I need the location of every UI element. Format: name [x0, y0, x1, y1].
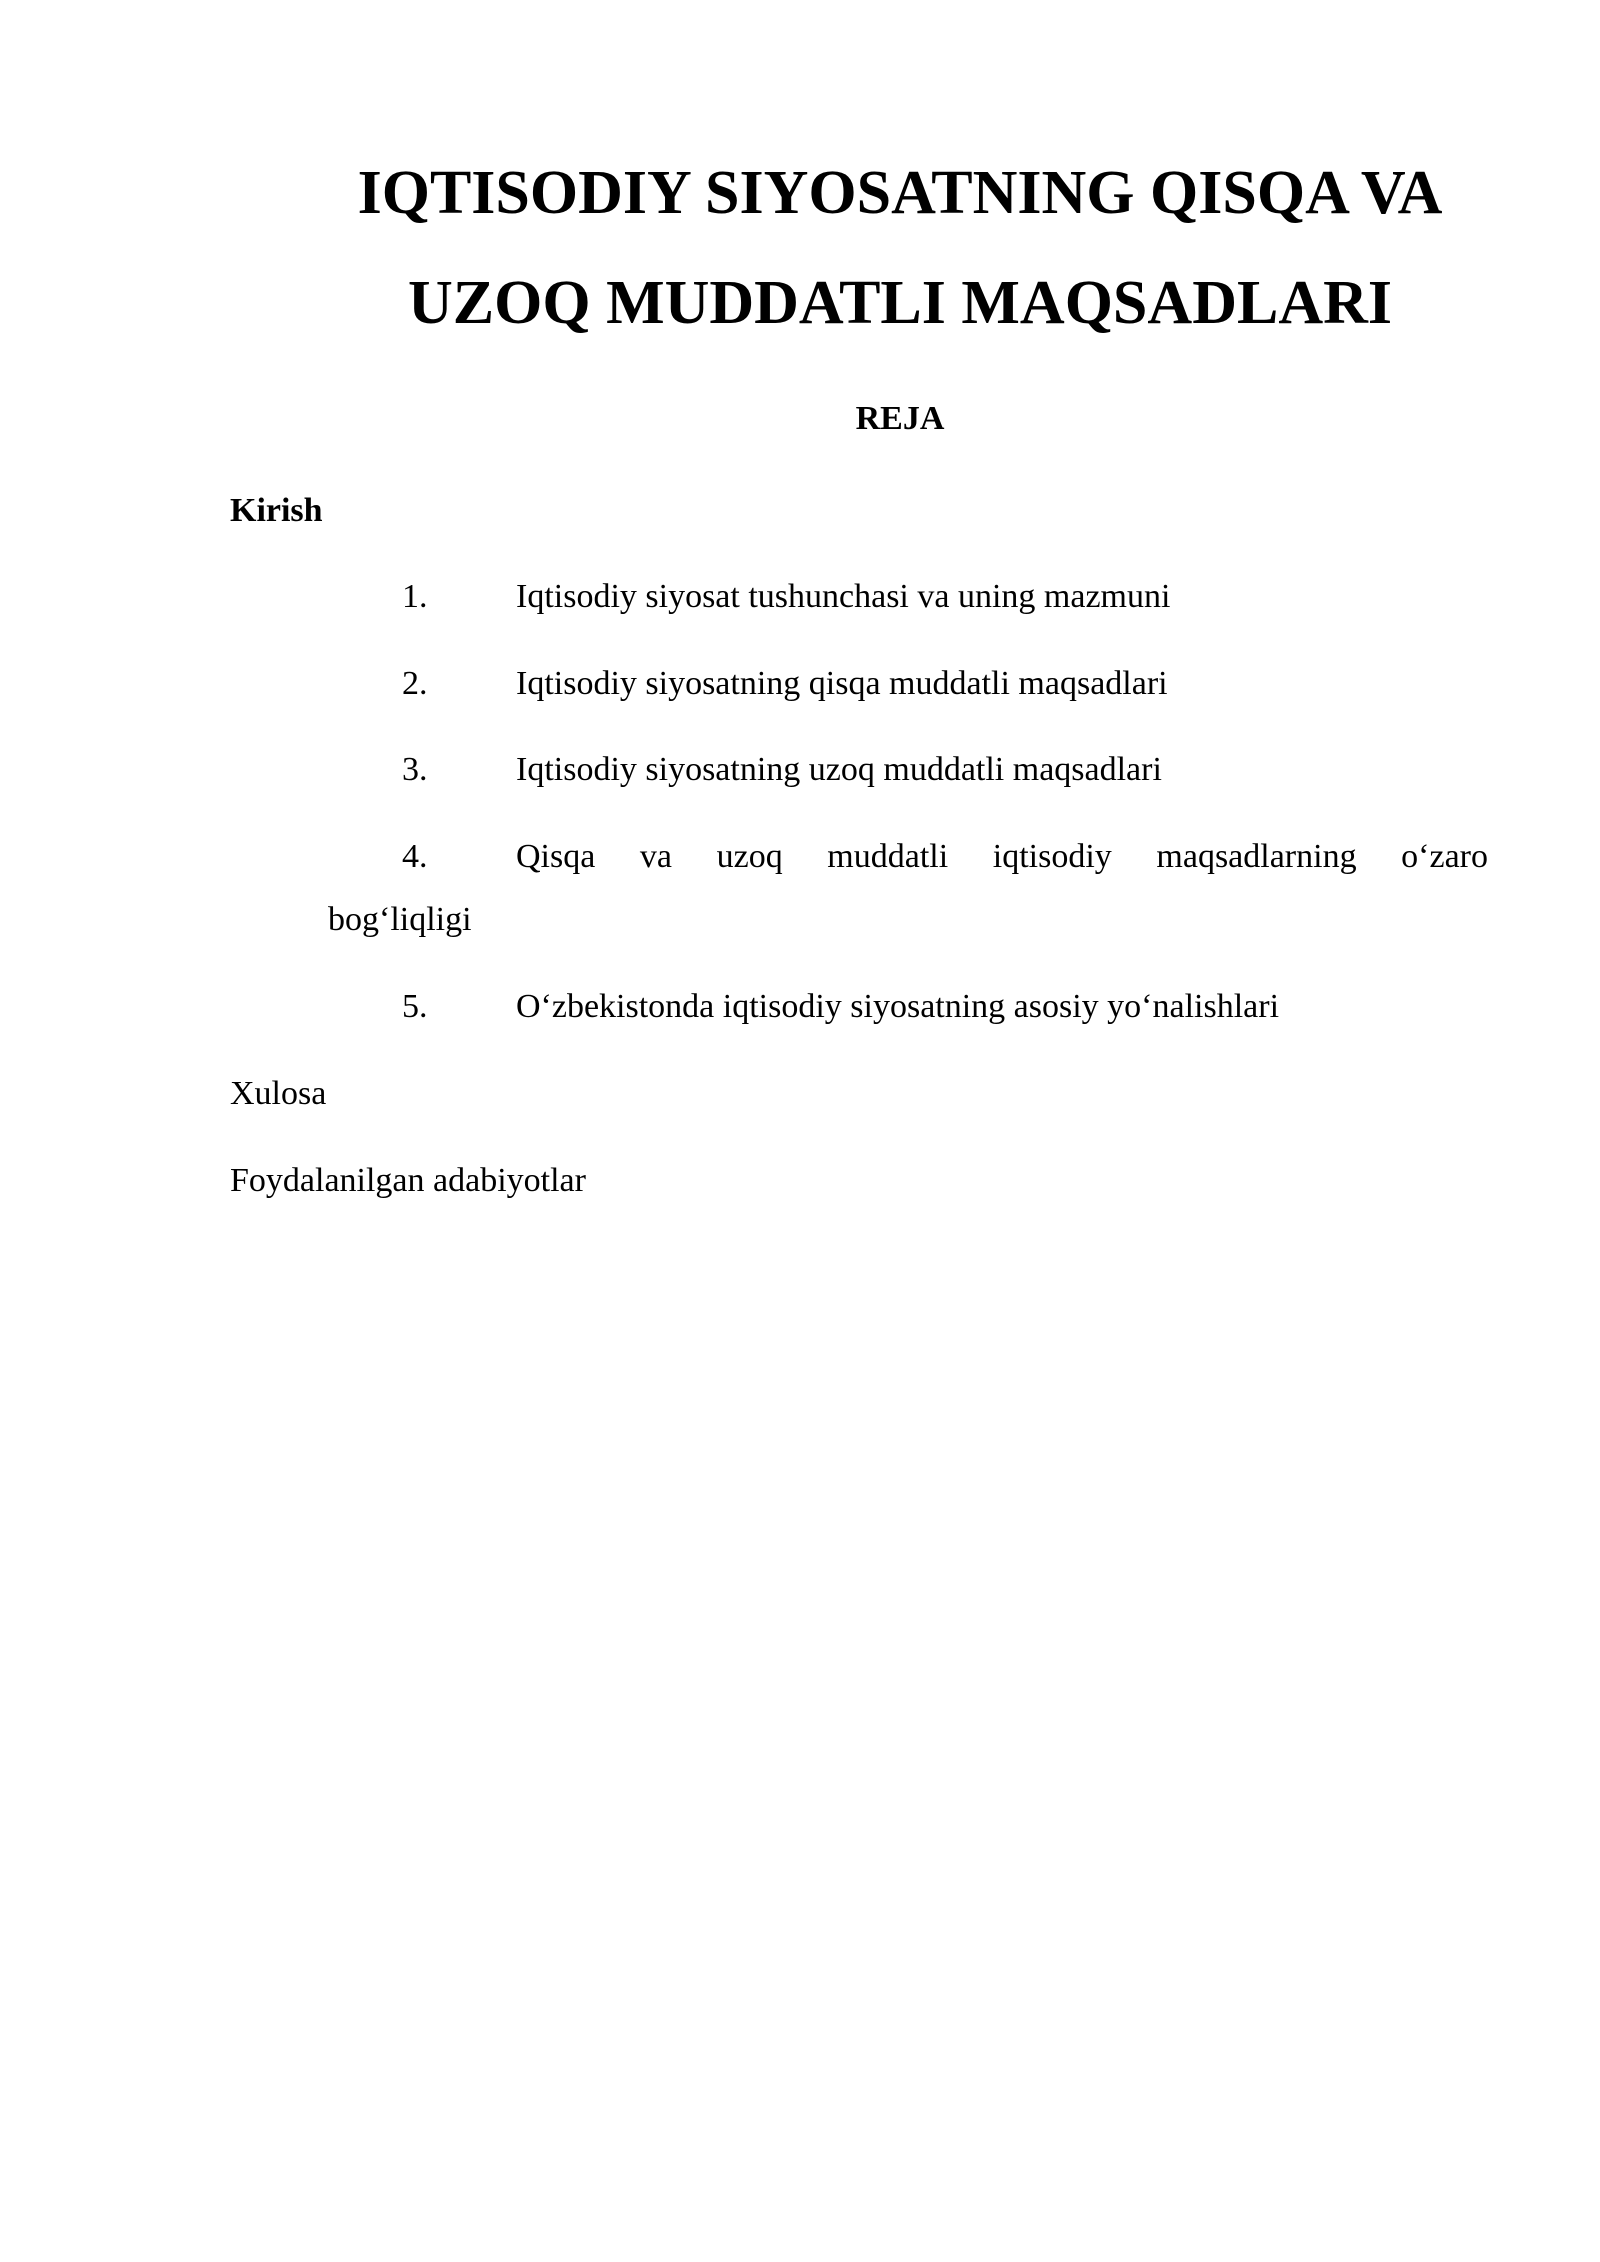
- list-item-number: 1.: [402, 578, 428, 615]
- plan-heading: REJA: [855, 400, 945, 437]
- list-item-continuation: bog‘liqligi: [328, 901, 472, 938]
- conclusion-heading: Xulosa: [230, 1075, 327, 1112]
- list-item-text: Iqtisodiy siyosatning uzoq muddatli maqsadlari: [516, 751, 1162, 788]
- list-item-text: Iqtisodiy siyosatning qisqa muddatli maqsadlari: [516, 665, 1168, 702]
- list-item-number: 2.: [402, 665, 428, 702]
- list-item-word: maqsadlarning: [1156, 838, 1357, 875]
- intro-heading: Kirish: [230, 492, 323, 529]
- list-item-word: iqtisodiy: [992, 838, 1112, 875]
- list-item-number: 4.: [402, 838, 428, 875]
- list-item-word: uzoq: [716, 838, 783, 875]
- list-item-word: Qisqa: [516, 838, 596, 875]
- document-title-line-2: UZOQ MUDDATLI MAQSADLARI: [407, 269, 1392, 337]
- list-item-text: Iqtisodiy siyosat tushunchasi va uning mazmuni: [516, 578, 1171, 615]
- references-heading: Foydalanilgan adabiyotlar: [230, 1162, 586, 1199]
- list-item-word: o‘zaro: [1401, 838, 1488, 875]
- list-item-number: 5.: [402, 988, 428, 1025]
- list-item-text: O‘zbekistonda iqtisodiy siyosatning asosiy yo‘nalishlari: [516, 988, 1280, 1025]
- list-item-text-justified: [516, 840, 1488, 874]
- list-item-word: muddatli: [827, 838, 949, 875]
- list-item-number: 3.: [402, 751, 428, 788]
- list-item-word: va: [639, 838, 673, 875]
- document-title-line-1: IQTISODIY SIYOSATNING QISQA VA: [357, 159, 1443, 227]
